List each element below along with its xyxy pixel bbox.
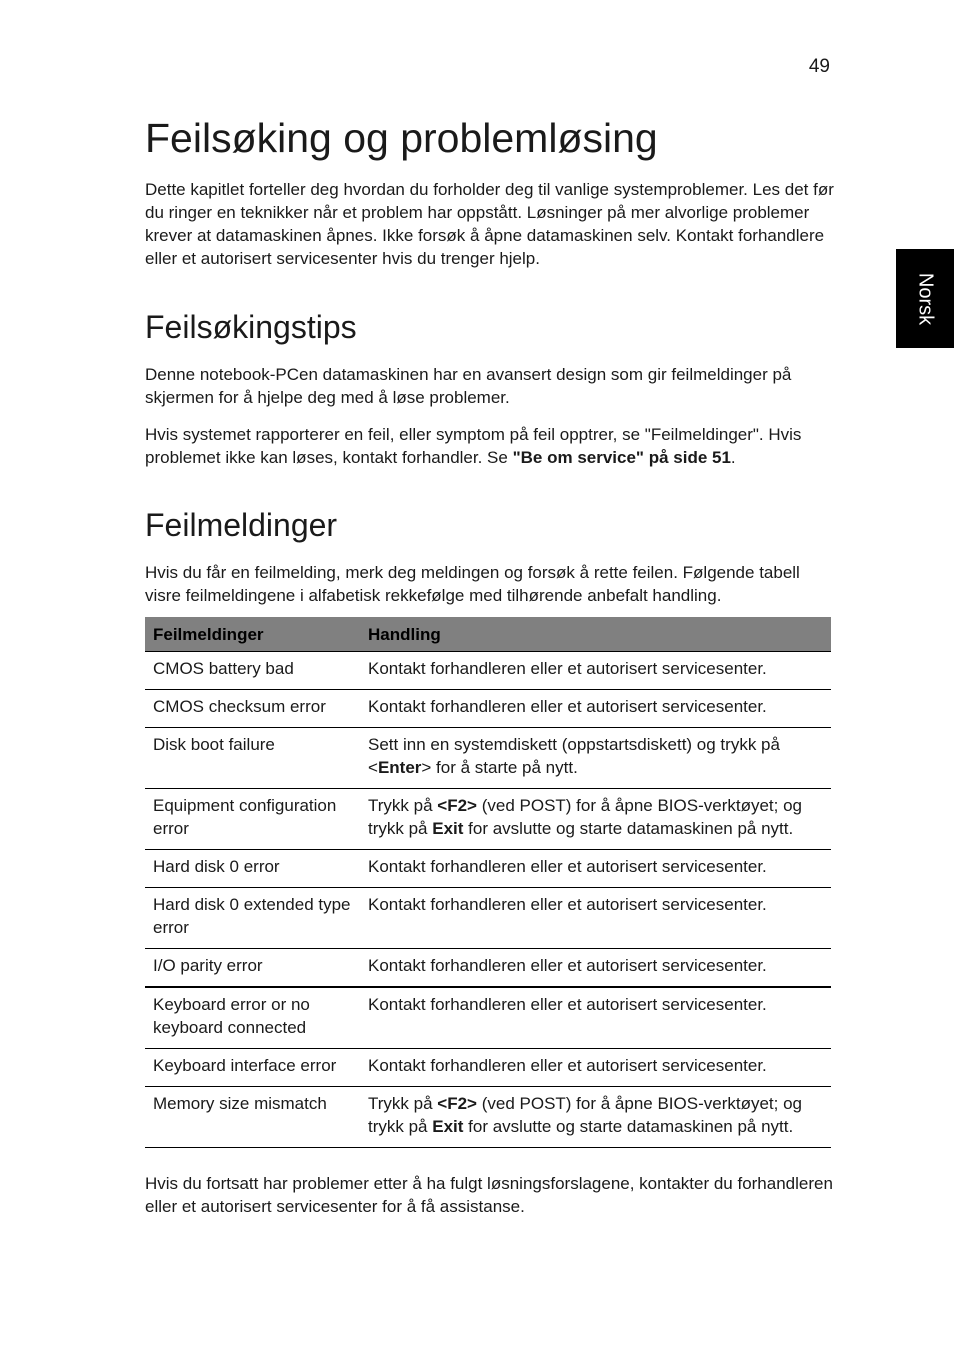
error-messages-table	[145, 617, 831, 1148]
error-action: Kontakt forhandleren eller et autorisert servicesenter.	[360, 850, 831, 888]
action-text: (ved POST) for å åpne BIOS-verktøyet; og trykk på	[368, 1094, 802, 1136]
column-header-action: Handling	[360, 617, 831, 652]
table-row	[145, 888, 831, 949]
action-text: Sett inn en systemdiskett (oppstartsdiskett) og trykk på <	[368, 735, 780, 777]
page-number: 49	[808, 56, 830, 77]
errors-heading: Feilmeldinger	[145, 507, 338, 543]
table-row	[145, 850, 831, 888]
error-message: Equipment configuration error	[145, 789, 360, 850]
error-action: Kontakt forhandleren eller et autorisert servicesenter.	[360, 652, 831, 690]
table-row	[145, 949, 831, 988]
key-name: <F2>	[437, 1094, 477, 1113]
action-text: Trykk på	[368, 1094, 438, 1113]
error-action	[360, 728, 831, 789]
error-message: Memory size mismatch	[145, 1087, 360, 1148]
table-row	[145, 1049, 831, 1087]
action-text: Trykk på	[368, 796, 438, 815]
table-row	[145, 789, 831, 850]
error-action: Kontakt forhandleren eller et autorisert servicesenter.	[360, 1049, 831, 1087]
table-row	[145, 1087, 831, 1148]
error-message: CMOS battery bad	[145, 652, 360, 690]
error-message: Keyboard interface error	[145, 1049, 360, 1087]
error-action	[360, 1087, 831, 1148]
error-message: Hard disk 0 extended type error	[145, 888, 360, 949]
key-name: Enter	[377, 758, 422, 777]
error-message: CMOS checksum error	[145, 690, 360, 728]
key-name: <F2>	[437, 796, 477, 815]
service-link[interactable]: "Be om service" på side 51	[512, 448, 731, 467]
action-text: for avslutte og starte datamaskinen på nytt.	[463, 1117, 794, 1136]
tips-paragraph-2-text: Hvis systemet rapporterer en feil, eller symptom på feil opptrer, se "Feilmeldinger". Hvis problemet ikke kan løses, kontakt forhandler. Se	[145, 425, 802, 467]
table-row	[145, 728, 831, 789]
table-row	[145, 987, 831, 1049]
error-message: I/O parity error	[145, 949, 360, 988]
tips-paragraph-2-end: .	[730, 448, 736, 467]
error-action: Kontakt forhandleren eller et autorisert servicesenter.	[360, 987, 831, 1049]
key-name: Exit	[432, 1117, 464, 1136]
errors-intro: Hvis du får en feilmelding, merk deg meldingen og forsøk å rette feilen. Følgende tabell visre feilmeldingene i alfabetisk rekkefølge med tilhørende anbefalt handling.	[145, 563, 800, 605]
error-action: Kontakt forhandleren eller et autorisert servicesenter.	[360, 888, 831, 949]
action-text: (ved POST) for å åpne BIOS-verktøyet; og trykk på	[368, 796, 802, 838]
key-name: Exit	[432, 819, 464, 838]
error-action: Kontakt forhandleren eller et autorisert servicesenter.	[360, 690, 831, 728]
error-message: Keyboard error or no keyboard connected	[145, 987, 360, 1049]
error-message: Disk boot failure	[145, 728, 360, 789]
error-message: Hard disk 0 error	[145, 850, 360, 888]
tips-heading: Feilsøkingstips	[145, 309, 357, 345]
tips-paragraph-2	[145, 423, 835, 469]
error-action	[360, 789, 831, 850]
outro-paragraph: Hvis du fortsatt har problemer etter å ha fulgt løsningsforslagene, kontakter du forhandleren eller et autorisert servicesenter for å få assistanse.	[145, 1174, 833, 1216]
language-tab	[896, 249, 954, 348]
table-header-row	[145, 617, 831, 652]
tips-paragraph-1: Denne notebook-PCen datamaskinen har en avansert design som gir feilmeldinger på skjermen for å hjelpe deg med å løse problemer.	[145, 365, 792, 407]
error-action: Kontakt forhandleren eller et autorisert servicesenter.	[360, 949, 831, 988]
page-title: Feilsøking og problemløsing	[145, 115, 658, 161]
column-header-messages: Feilmeldinger	[145, 617, 360, 652]
table-row	[145, 690, 831, 728]
action-text: for avslutte og starte datamaskinen på nytt.	[463, 819, 794, 838]
table-row	[145, 652, 831, 690]
language-tab-label: Norsk	[914, 272, 937, 325]
action-text: > for å starte på nytt.	[421, 758, 578, 777]
intro-paragraph: Dette kapitlet forteller deg hvordan du forholder deg til vanlige systemproblemer. Les det før du ringer en teknikker når et problem har oppstått. Løsninger på mer alvorlige problemer krever at datamaskinen åpnes. Ikke forsøk å åpne datamaskinen selv. Kontakt forhandlere eller et autorisert servicesenter hvis du trenger hjelp.	[145, 180, 834, 268]
